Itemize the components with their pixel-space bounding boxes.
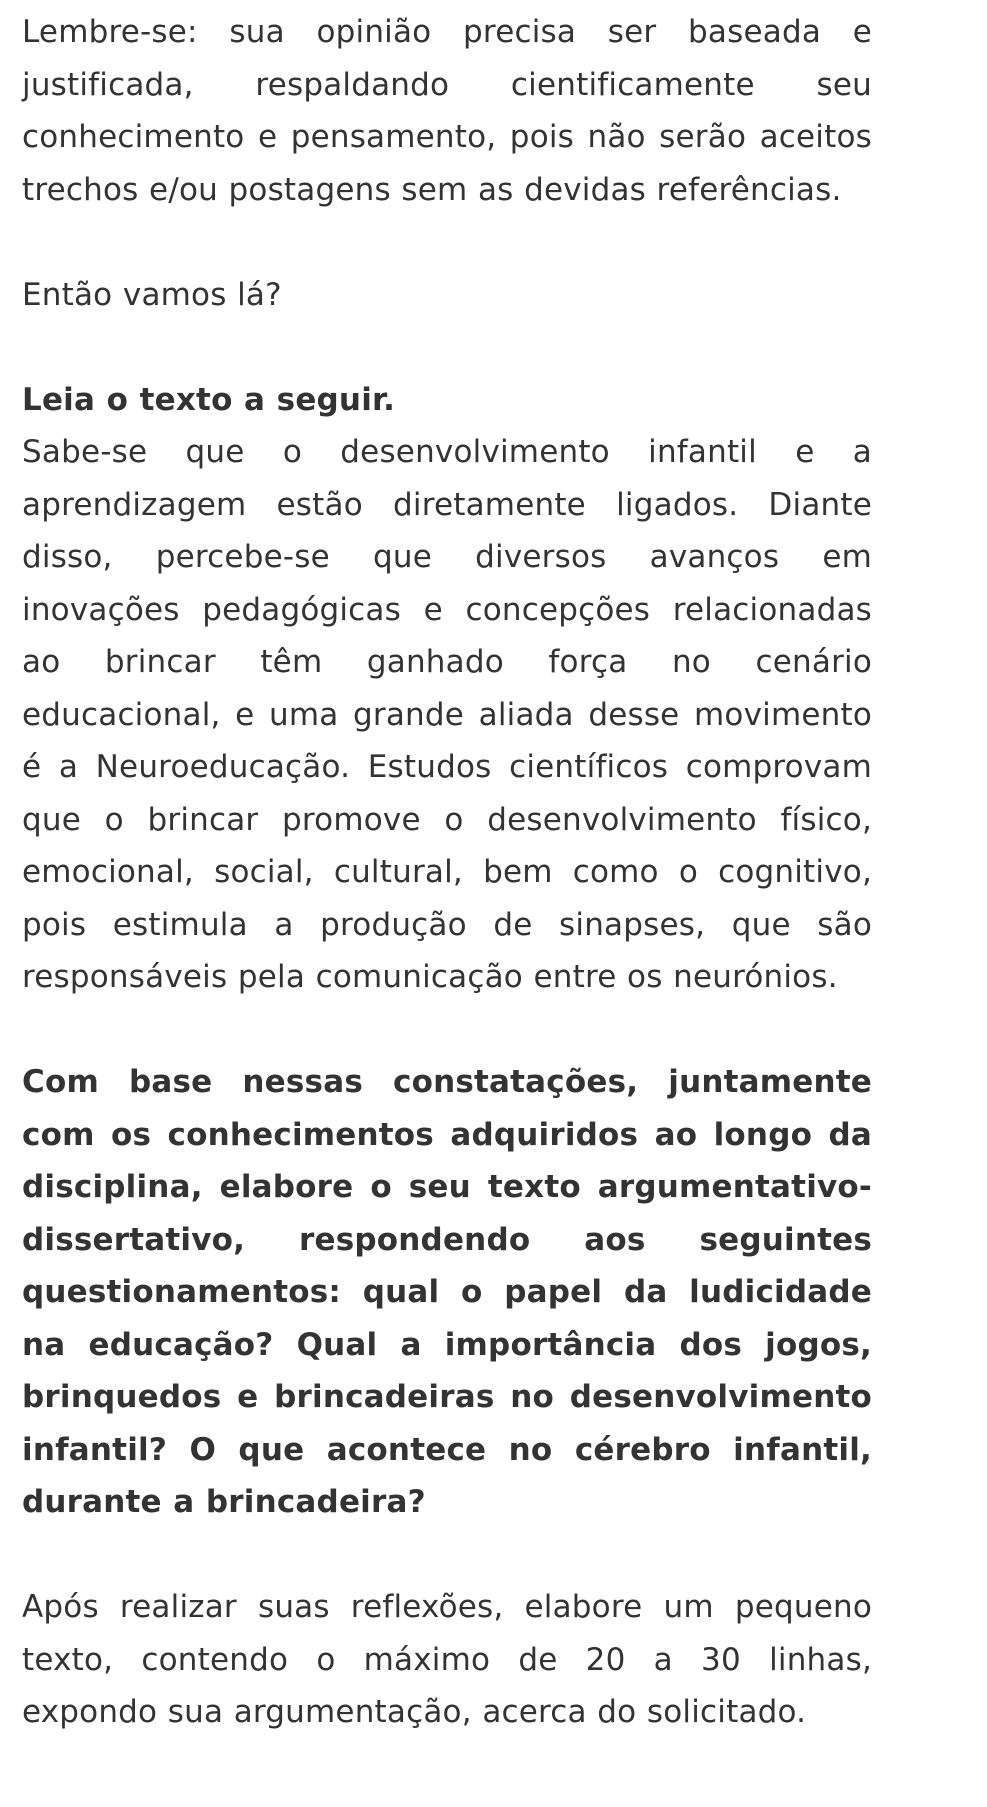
reminder-paragraph: Lembre-se: sua opinião precisa ser baseada e justificada, respaldando cientificamente seu conhecimento e pensamento, pois não serão aceitos trechos e/ou postagens sem as devidas referências.	[22, 14, 872, 208]
lets-go-paragraph: Então vamos lá?	[22, 276, 282, 313]
spacer	[22, 216, 872, 269]
document-body	[22, 6, 872, 1739]
spacer	[22, 321, 872, 374]
task-paragraph: Com base nessas constatações, juntamente com os conhecimentos adquiridos ao longo da disciplina, elabore o seu texto argumentativo-dissertativo, respondendo aos seguintes questionamentos: qual o papel da ludicidade na educação? Qual a importância dos jogos, brinquedos e brincadeiras no desenvolvimento infantil? O que acontece no cérebro infantil, durante a brincadeira?	[22, 1064, 872, 1520]
read-heading: Leia o texto a seguir.	[22, 381, 396, 418]
spacer	[22, 1004, 872, 1057]
instructions-paragraph: Após realizar suas reflexões, elabore um pequeno texto, contendo o máximo de 20 a 30 linhas, expondo sua argumentação, acerca do solicitado.	[22, 1589, 872, 1730]
passage-paragraph: Sabe-se que o desenvolvimento infantil e a aprendizagem estão diretamente ligados. Diante disso, percebe-se que diversos avanços em inovações pedagógicas e concepções relacionadas ao brincar têm ganhado força no cenário educacional, e uma grande aliada desse movimento é a Neuroeducação. Estudos científicos comprovam que o brincar promove o desenvolvimento físico, emocional, social, cultural, bem como o cognitivo, pois estimula a produção de sinapses, que são responsáveis pela comunicação entre os neurónios.	[22, 434, 872, 995]
spacer	[22, 1529, 872, 1582]
